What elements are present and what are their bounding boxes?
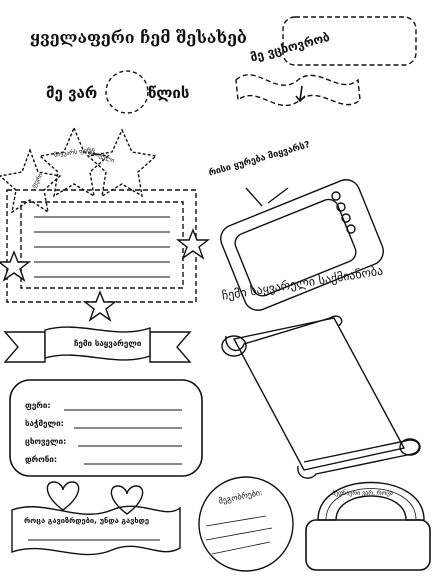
- rainbow-label: ბედნიერი ვარ, როცა: [332, 490, 393, 497]
- field-animal: ცხოველი:: [25, 437, 67, 446]
- age-circle[interactable]: [106, 71, 148, 113]
- info-frame-outer: [7, 190, 196, 302]
- info-lines[interactable]: [34, 217, 170, 277]
- tv-question: რისი ყურება მიყვარს?: [207, 140, 312, 179]
- heart-icon-left: [47, 482, 78, 510]
- star-2: [40, 128, 108, 196]
- favorite-banner-label: ჩემი საყვარელი: [74, 339, 142, 348]
- live-banner[interactable]: [236, 75, 360, 106]
- field-color: ფერი:: [25, 401, 51, 410]
- star-3: [88, 130, 156, 196]
- age-prefix: მე ვარ: [46, 84, 98, 102]
- heart-icon-right: [111, 486, 142, 514]
- wish-banner[interactable]: [12, 506, 180, 554]
- hobby-label: ჩემი საყვარელი საქმიანობა: [220, 263, 385, 303]
- arrow-icon: [296, 86, 305, 101]
- age-suffix: წლის: [148, 84, 190, 102]
- live-label: მე ვცხოვრობ: [248, 29, 332, 65]
- rainbow-box[interactable]: [306, 520, 430, 570]
- stars-group: [0, 128, 156, 212]
- field-food: საჭმელი:: [25, 419, 64, 428]
- friends-lines[interactable]: [206, 516, 272, 554]
- page-title: ყველაფერი ჩემ შესახებ: [30, 28, 247, 47]
- info-frame-inner: [21, 202, 183, 288]
- star-label-1: ფერი: [30, 172, 45, 190]
- friends-label: მეგობრები:: [217, 487, 264, 506]
- corner-star-bottom: [85, 292, 115, 320]
- field-subject: დრონი:: [25, 455, 58, 464]
- corner-star-left: [0, 252, 29, 280]
- rainbow-icon: [318, 483, 424, 521]
- star-label-3: ცხოველი: [87, 148, 116, 165]
- wish-label: როცა გავიზრდები, უნდა გავხდე: [24, 516, 150, 525]
- scroll-icon[interactable]: [222, 316, 420, 478]
- favorites-lines[interactable]: [64, 410, 182, 464]
- star-label-2: მიყვარს ფერი: [53, 146, 96, 159]
